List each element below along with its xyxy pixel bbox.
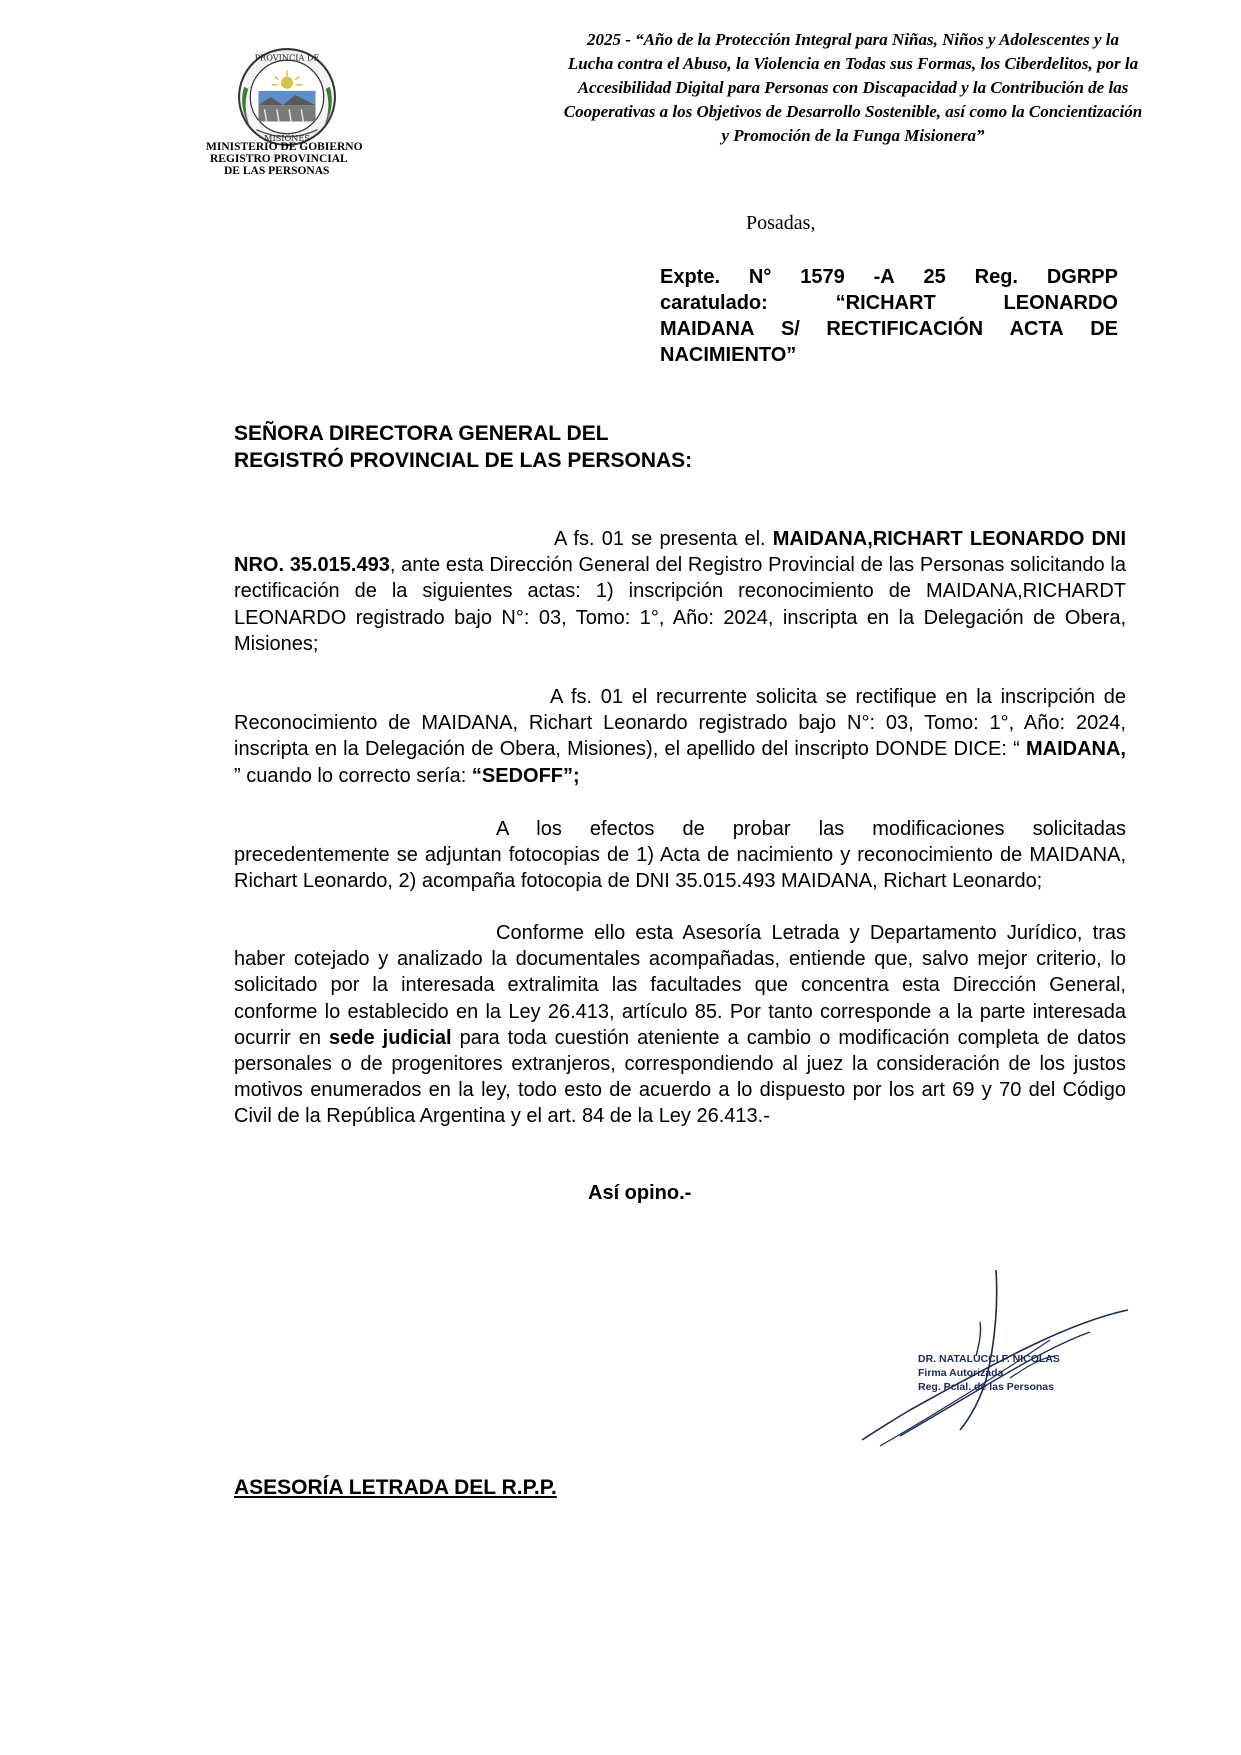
case-reference-line — [660, 264, 1118, 290]
ministry-block — [206, 141, 396, 177]
stamp-line: Firma Autorizada — [918, 1367, 1004, 1379]
case-word: DGRPP — [1046, 266, 1118, 288]
case-word: RECTIFICACIÓN — [826, 318, 984, 340]
case-reference-line: NACIMIENTO” — [660, 344, 797, 366]
case-word: S/ — [780, 318, 800, 340]
case-word: caratulado: — [660, 292, 768, 314]
case-word: 25 — [923, 266, 946, 288]
motto-line: y Promoción de la Funga Misionera” — [721, 126, 985, 145]
body-paragraph-2: A fs. 01 el recurrente solicita se rectifique en la inscripción de Reconocimiento de MAIDANA, Richart Leonardo registrado bajo N°: 03, Tomo: 1°, Año: 2024, inscripta en la Delegación de Obera, Misiones), el apellido del inscripto DONDE DICE: “ MAIDANA, ” cuando lo correcto sería: “SEDOFF”; — [234, 686, 1126, 787]
seal-top-text: PROVINCIA DE — [254, 52, 320, 63]
closing-remark: Así opino.- — [588, 1182, 692, 1204]
case-reference — [660, 264, 1118, 368]
case-word: 1579 — [800, 266, 845, 288]
case-word: “RICHART — [835, 292, 936, 314]
case-reference-line — [660, 290, 1118, 316]
provincial-seal-icon — [236, 46, 338, 148]
official-year-motto — [496, 28, 1210, 148]
stamp-line: Reg. Pcial. de las Personas — [918, 1381, 1054, 1393]
addressee — [234, 420, 692, 474]
ministry-line: DE LAS PERSONAS — [224, 165, 330, 177]
body-paragraph-4: Conforme ello esta Asesoría Letrada y Departamento Jurídico, tras haber cotejado y analizado la documentales acompañadas, entiende que, salvo mejor criterio, lo solicitado por la interesada extralimita las facultades que concentra esta Dirección General, conforme lo establecido en la Ley 26.413, artículo 85. Por tanto corresponde a la parte interesada ocurrir en sede judicial para toda cuestión ateniente a cambio o modificación completa de datos personales o de progenitores extranjeros, correspondiendo al juez la consideración de los justos motivos enumerados en la ley, todo esto de acuerdo a lo dispuesto por los art 69 y 70 del Código Civil de la República Argentina y el art. 84 de la Ley 26.413.- — [234, 922, 1126, 1128]
signing-office: ASESORÍA LETRADA DEL R.P.P. — [234, 1476, 557, 1499]
judicial-venue: sede judicial — [329, 1026, 452, 1049]
seal-bottom-text: MISIONES — [264, 132, 310, 143]
addressee-line: REGISTRÓ PROVINCIAL DE LAS PERSONAS: — [234, 449, 693, 472]
motto-line: Lucha contra el Abuso, la Violencia en Todas sus Formas, los Ciberdelitos, por la — [567, 54, 1139, 73]
case-word: Expte. — [660, 266, 721, 288]
case-word: LEONARDO — [1003, 292, 1118, 314]
case-word: Reg. — [974, 266, 1018, 288]
motto-line: Accesibilidad Digital para Personas con Discapacidad y la Contribución de las — [577, 78, 1129, 97]
case-word: -A — [873, 266, 895, 288]
addressee-line: SEÑORA DIRECTORA GENERAL DEL — [234, 422, 609, 445]
body-paragraph-1: A fs. 01 se presenta el. MAIDANA,RICHART LEONARDO DNI NRO. 35.015.493, ante esta Dirección General del Registro Provincial de las Personas solicitando la rectificación de la siguientes actas: 1) inscripción reconocimiento de MAIDANA,RICHARDT LEONARDO registrado bajo N°: 03, Tomo: 1°, Año: 2024, inscripta en la Delegación de Obera, Misiones; — [234, 528, 1126, 655]
case-word: MAIDANA — [660, 318, 755, 340]
stamp-line: DR. NATALUCCI F. NICOLAS — [918, 1353, 1060, 1365]
ministry-line: REGISTRO PROVINCIAL — [210, 153, 348, 165]
case-reference-line — [660, 316, 1118, 342]
motto-line: Cooperativas a los Objetivos de Desarrollo Sostenible, así como la Concientización — [563, 102, 1143, 121]
motto-line: 2025 - “Año de la Protección Integral para Niñas, Niños y Adolescentes y la — [586, 30, 1120, 49]
correct-surname: “SEDOFF”; — [471, 764, 580, 787]
current-surname: MAIDANA, — [1026, 738, 1126, 761]
case-word: ACTA — [1009, 318, 1064, 340]
handwritten-signature-icon — [850, 1260, 1130, 1460]
ministry-line: MINISTERIO DE GOBIERNO — [206, 141, 363, 153]
case-word: N° — [748, 266, 772, 288]
case-word: DE — [1090, 318, 1118, 340]
applicant-id: MAIDANA,RICHART LEONARDO DNI NRO. 35.015.493 — [234, 528, 1126, 577]
body-paragraph-3: A los efectos de probar las modificaciones solicitadas precedentemente se adjuntan fotocopias de 1) Acta de nacimiento y reconocimiento de MAIDANA, Richart Leonardo, 2) acompaña fotocopia de DNI 35.015.493 MAIDANA, Richart Leonardo; — [234, 818, 1126, 893]
city-date: Posadas, — [746, 212, 816, 234]
